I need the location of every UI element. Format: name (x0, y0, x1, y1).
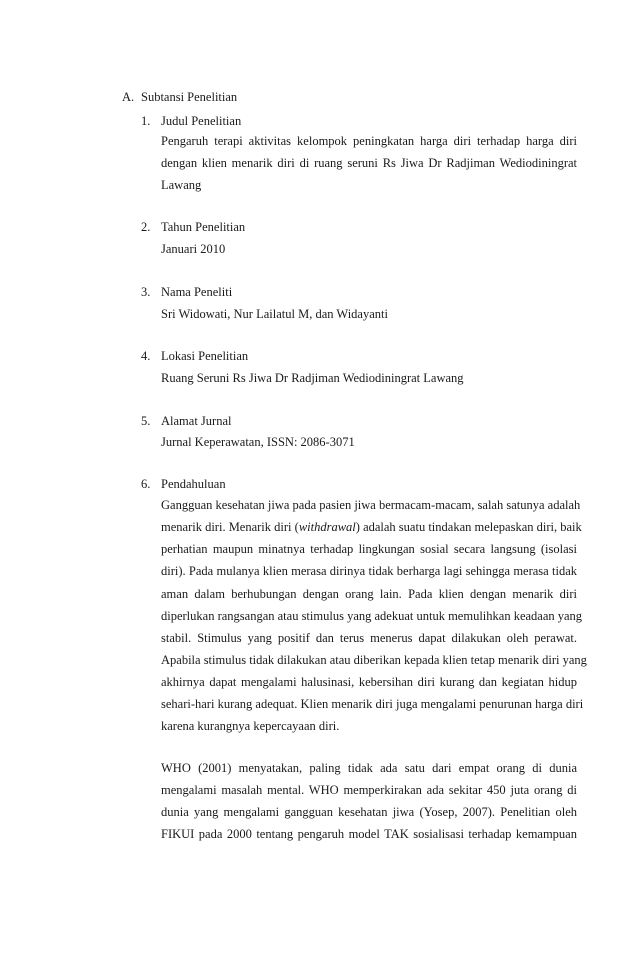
paragraph-line: perhatian maupun minatnya terhadap lingkungan sosial secara langsung (isolasi (161, 542, 577, 556)
item-title: Nama Peneliti (161, 285, 233, 299)
paragraph-line: Gangguan kesehatan jiwa pada pasien jiwa bermacam-macam, salah satunya adalah (161, 498, 581, 512)
item-number: 4. (141, 349, 151, 363)
italic-term: withdrawal (298, 520, 356, 534)
paragraph-line: dunia yang mengalami gangguan kesehatan jiwa (Yosep, 2007). Penelitian oleh (161, 805, 577, 819)
paragraph-line: WHO (2001) menyatakan, paling tidak ada satu dari empat orang di dunia (161, 761, 577, 775)
item-text-line: Pengaruh terapi aktivitas kelompok peningkatan harga diri terhadap harga diri (161, 134, 577, 148)
paragraph-line: aman dalam berhubungan dengan orang lain. Pada klien dengan menarik diri (161, 587, 577, 601)
text-run: ) adalah suatu tindakan melepaskan diri, baik (355, 520, 582, 534)
item-number: 3. (141, 285, 151, 299)
section-title: Subtansi Penelitian (141, 90, 238, 104)
item-value: Januari 2010 (161, 242, 226, 256)
item-number: 5. (141, 414, 151, 428)
item-title: Lokasi Penelitian (161, 349, 249, 363)
paragraph-line: sehari-hari kurang adequat. Klien menarik diri juga mengalami penurunan harga diri (161, 697, 584, 711)
paragraph-line: mengalami masalah mental. WHO memperkirakan ada sekitar 450 juta orang di (161, 783, 577, 797)
paragraph-line: diri). Pada mulanya klien merasa dirinya tidak berharga lagi sehingga merasa tidak (161, 564, 577, 578)
item-title: Tahun Penelitian (161, 220, 246, 234)
paragraph-line: FIKUI pada 2000 tentang pengaruh model TAK sosialisasi terhadap kemampuan (161, 827, 577, 841)
paragraph-line: stabil. Stimulus yang positif dan terus menerus dapat dilakukan oleh perawat. (161, 631, 577, 645)
item-text-line: Lawang (161, 178, 202, 192)
item-value: Jurnal Keperawatan, ISSN: 2086-3071 (161, 435, 355, 449)
paragraph-line: karena kurangnya kepercayaan diri. (161, 719, 340, 733)
item-number: 1. (141, 114, 151, 128)
item-value: Sri Widowati, Nur Lailatul M, dan Widayanti (161, 307, 388, 321)
item-title: Pendahuluan (161, 477, 226, 491)
item-title: Alamat Jurnal (161, 414, 232, 428)
item-number: 6. (141, 477, 151, 491)
paragraph-line: akhirnya dapat mengalami halusinasi, kebersihan diri kurang dan kegiatan hidup (161, 675, 577, 689)
text-run: menarik diri. Menarik diri ( (161, 520, 299, 534)
item-title: Judul Penelitian (161, 114, 242, 128)
paragraph-line: diperlukan rangsangan atau stimulus yang adekuat untuk memulihkan keadaan yang (161, 609, 583, 623)
section-letter: A. (122, 90, 135, 104)
item-text-line: dengan klien menarik diri di ruang seruni Rs Jiwa Dr Radjiman Wediodiningrat (161, 156, 577, 170)
item-value: Ruang Seruni Rs Jiwa Dr Radjiman Wediodiningrat Lawang (161, 371, 464, 385)
item-number: 2. (141, 220, 151, 234)
paragraph-line (161, 519, 582, 535)
paragraph-line: Apabila stimulus tidak dilakukan atau diberikan kepada klien tetap menarik diri yang (161, 653, 587, 667)
